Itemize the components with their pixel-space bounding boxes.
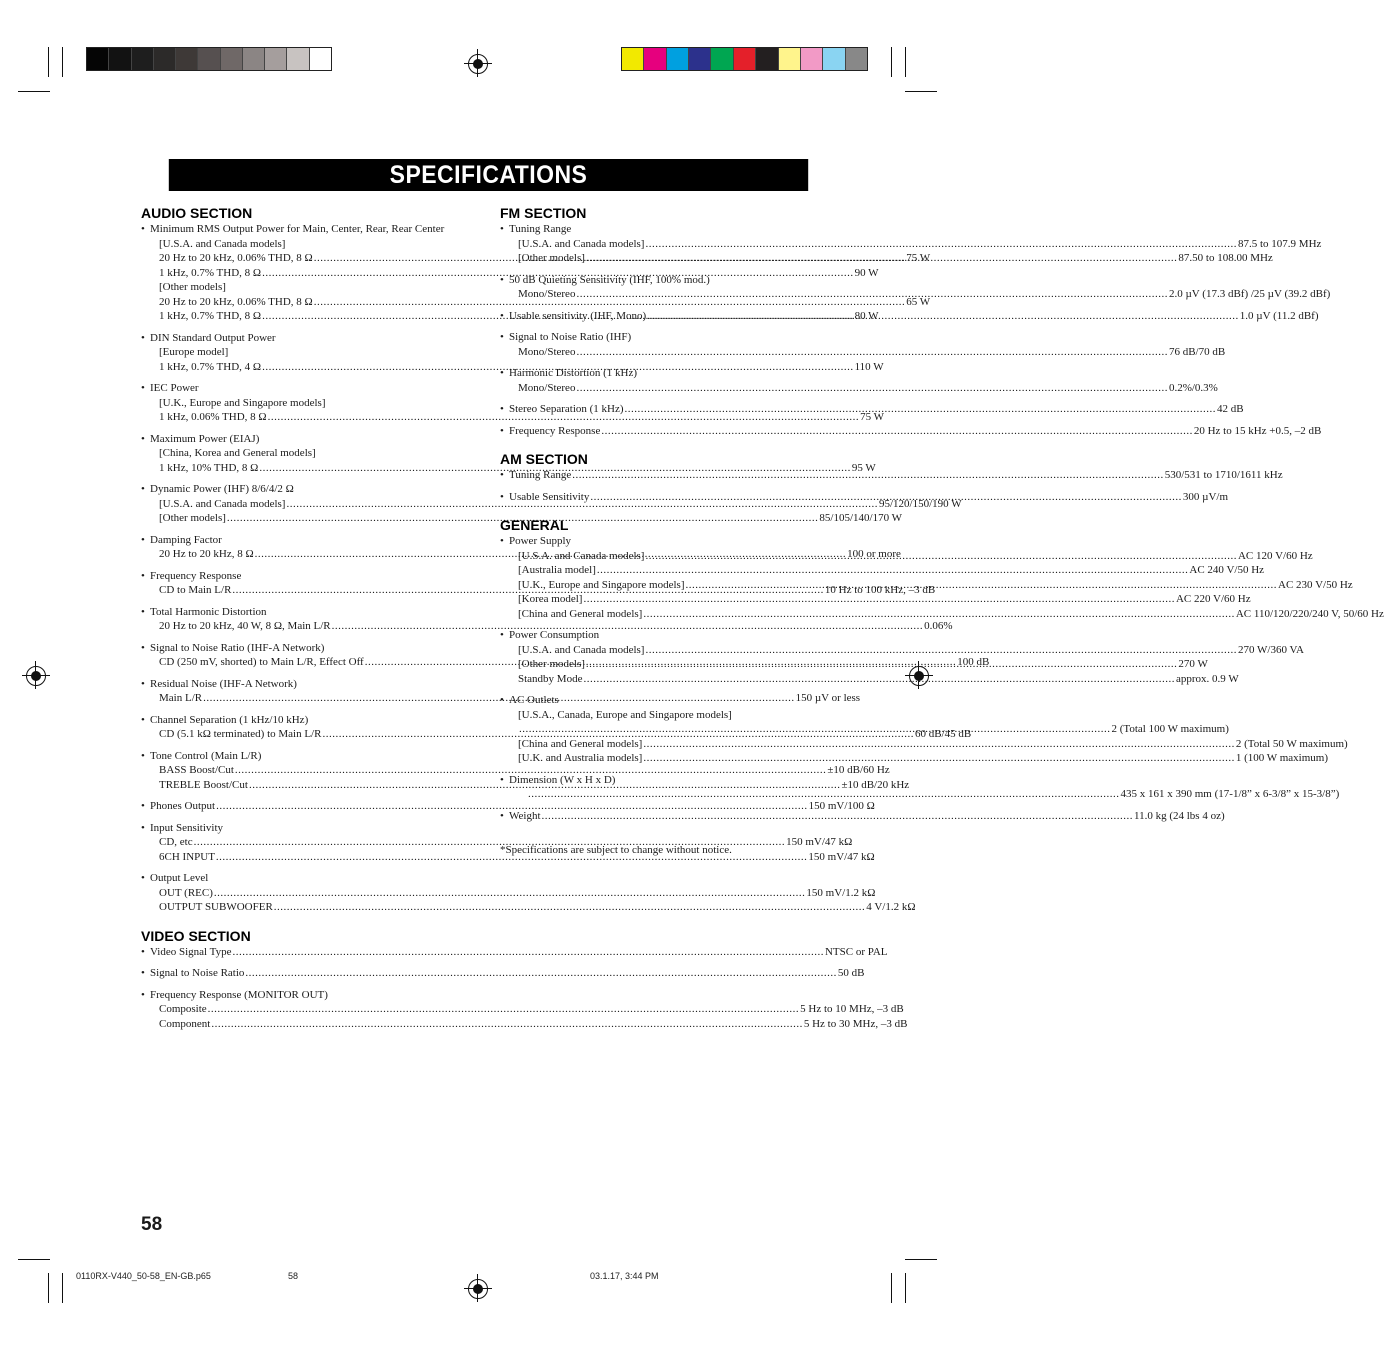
spec-value: 60 dB/45 dB [914, 728, 972, 740]
spec-value: 95/120/150/190 W [878, 497, 962, 510]
spec-label: [U.S.A., Canada, Europe and Singapore models] [518, 708, 732, 721]
leader-dots [590, 490, 1182, 505]
leader-dots [647, 309, 1239, 324]
spec-item [141, 988, 908, 1032]
calibration-swatch [154, 48, 176, 70]
spec-value: 50 dB [837, 967, 865, 979]
bullet: • [141, 483, 145, 495]
spec-value: 0.2%/0.3% [1168, 381, 1218, 394]
spec-value: 150 mV/1.2 kΩ [806, 886, 876, 899]
spec-title: Usable Sensitivity [509, 490, 590, 503]
spec-title: Total Harmonic Distortion [150, 605, 267, 618]
spec-value: 270 W [1178, 658, 1208, 670]
bullet: • [141, 945, 145, 958]
spec-value: AC 220 V/60 Hz [1175, 593, 1251, 605]
spec-row [141, 446, 477, 461]
spec-label: Mono/Stereo [518, 345, 576, 358]
footer-date: 03.1.17, 3:44 PM [590, 1271, 659, 1281]
spec-item-head [500, 693, 836, 708]
spec-value: ±10 dB/20 kHz [841, 778, 910, 791]
spec-value: 1.0 µV (11.2 dBf) [1239, 309, 1319, 322]
bullet: • [141, 382, 145, 394]
spec-item [141, 966, 865, 981]
leader-dots [528, 787, 1120, 802]
spec-label: [Europe model] [159, 346, 229, 358]
calibration-swatch [243, 48, 265, 70]
spec-item-head [141, 605, 477, 620]
calibration-swatch [176, 48, 198, 70]
spec-title: Dynamic Power (IHF) 8/6/4/2 Ω [150, 483, 294, 495]
spec-row [141, 1002, 904, 1017]
spec-value: 270 W/360 VA [1237, 643, 1304, 656]
spec-label: Standby Mode [518, 672, 583, 685]
calibration-swatch [734, 48, 756, 70]
spec-row [500, 672, 1239, 687]
calibration-swatch [644, 48, 666, 70]
spec-label: [Other models] [159, 281, 226, 293]
spec-item-head [141, 432, 477, 447]
bullet: • [500, 403, 504, 415]
bullet: • [141, 331, 145, 344]
spec-value: 150 mV/47 kΩ [786, 836, 853, 848]
spec-item-head [141, 677, 477, 692]
bullet: • [141, 749, 145, 762]
spec-row [500, 787, 1340, 802]
spec-title: Tuning Range [509, 469, 572, 481]
bullet: • [141, 223, 145, 235]
leader-dots [519, 722, 1111, 737]
spec-row [509, 490, 1228, 505]
spec-row [141, 295, 931, 310]
spec-title: Weight [509, 809, 541, 822]
spec-value: 87.50 to 108.00 MHz [1178, 252, 1273, 264]
spec-value: 110 W [854, 360, 884, 373]
spec-title: Maximum Power (EIAJ) [150, 432, 260, 445]
spec-item-head [141, 641, 477, 656]
spec-item [141, 799, 875, 814]
spec-title: Dimension (W x H x D) [509, 773, 616, 786]
leader-dots [586, 251, 1178, 266]
spec-row [500, 737, 1348, 752]
spec-item-head [500, 222, 836, 237]
spec-label: [China, Korea and General models] [159, 447, 316, 459]
calibration-swatch [287, 48, 309, 70]
spec-item-head [141, 749, 477, 764]
spec-label: CD, etc [159, 836, 193, 848]
calibration-swatch [622, 48, 644, 70]
spec-item-head [141, 871, 477, 886]
spec-title: Video Signal Type [150, 945, 232, 958]
spec-row [500, 607, 1384, 622]
spec-label: 6CH INPUT [159, 850, 215, 863]
spec-item-head [500, 468, 1283, 483]
spec-row [141, 1017, 908, 1032]
leader-dots [645, 237, 1237, 252]
bullet: • [141, 605, 145, 618]
spec-row [141, 763, 890, 778]
calibration-swatch [132, 48, 154, 70]
spec-row [500, 643, 1304, 658]
spec-title: Phones Output [150, 800, 216, 812]
spec-title: Minimum RMS Output Power for Main, Center, Rear, Rear Center [150, 223, 445, 235]
spec-row [509, 424, 1321, 439]
spec-label: TREBLE Boost/Cut [159, 778, 248, 791]
spec-title: Signal to Noise Ratio [150, 967, 245, 979]
spec-label: 1 kHz, 0.06% THD, 8 Ω [159, 411, 267, 423]
leader-dots [643, 737, 1235, 752]
page-number: 58 [141, 1214, 163, 1235]
spec-row [500, 708, 836, 723]
calibration-swatch [779, 48, 801, 70]
spec-value: 2 (Total 100 W maximum) [1111, 723, 1229, 735]
spec-label: [Australia model] [518, 564, 596, 576]
spec-title: 50 dB Quieting Sensitivity (IHF, 100% mod.) [509, 273, 710, 286]
spec-label: Composite [159, 1003, 207, 1015]
spec-label: [China and General models] [518, 607, 643, 620]
leader-dots [597, 563, 1189, 578]
leader-dots [572, 468, 1164, 483]
leader-dots [645, 643, 1237, 658]
spec-value: 300 µV/m [1182, 490, 1229, 503]
spec-label: [U.S.A. and Canada models] [518, 237, 645, 250]
spec-title: Damping Factor [150, 533, 222, 546]
spec-label: [U.S.A. and Canada models] [159, 237, 286, 250]
spec-value: 150 µV or less [795, 692, 861, 704]
spec-value: 5 Hz to 30 MHz, –3 dB [803, 1017, 908, 1030]
spec-row [141, 237, 477, 252]
spec-row [141, 497, 962, 512]
bullet: • [141, 821, 145, 834]
spec-title: Channel Separation (1 kHz/10 kHz) [150, 713, 309, 726]
calibration-swatch [265, 48, 287, 70]
spec-value: 100 or more [847, 548, 901, 560]
spec-value: 2 (Total 50 W maximum) [1235, 737, 1348, 750]
leader-dots [583, 672, 1175, 687]
leader-dots [274, 900, 866, 915]
spec-label: [Other models] [518, 658, 585, 670]
calibration-swatch [823, 48, 845, 70]
spec-item-head [141, 988, 477, 1003]
spec-item [500, 330, 1226, 359]
spec-value: AC 110/120/220/240 V, 50/60 Hz [1235, 607, 1384, 620]
spec-item-head [141, 799, 875, 814]
spec-value: 10 Hz to 100 kHz, –3 dB [824, 584, 936, 596]
spec-label: Component [159, 1017, 211, 1030]
calibration-swatch [198, 48, 220, 70]
spec-title: Frequency Response (MONITOR OUT) [150, 988, 328, 1001]
spec-label: Main L/R [159, 692, 203, 704]
spec-item-head [141, 821, 477, 836]
spec-title: Power Supply [509, 535, 572, 547]
spec-label: 20 Hz to 20 kHz, 0.06% THD, 8 Ω [159, 252, 313, 264]
spec-title: Frequency Response [150, 569, 242, 582]
spec-value: 150 mV/100 Ω [808, 800, 875, 812]
spec-row [500, 751, 1329, 766]
spec-item-head [141, 222, 477, 237]
spec-item-head [500, 809, 1225, 824]
bullet: • [141, 800, 145, 812]
spec-label: [U.S.A. and Canada models] [518, 643, 645, 656]
page-title: SPECIFICATIONS [169, 159, 808, 191]
leader-dots [601, 424, 1193, 439]
spec-value: 80 W [854, 310, 879, 322]
spec-row [141, 900, 916, 915]
spec-row [141, 886, 876, 901]
spec-note: *Specifications are subject to change without notice. [500, 844, 732, 856]
spec-value: 42 dB [1217, 403, 1244, 415]
bullet: • [141, 677, 145, 690]
spec-row [141, 345, 477, 360]
spec-value: 11.0 kg (24 lbs 4 oz) [1134, 809, 1225, 822]
spec-title: Frequency Response [509, 424, 601, 437]
spec-item [500, 468, 1283, 483]
spec-section [141, 927, 908, 1032]
color-calibration-bar [621, 47, 868, 71]
spec-item [500, 809, 1225, 824]
spec-title: Harmonic Distortion (1 kHz) [509, 367, 637, 379]
spec-value: 435 x 161 x 390 mm (17-1/8” x 6-3/8” x 15-3/8”) [1120, 788, 1340, 800]
spec-item-head [141, 569, 477, 584]
leader-dots [232, 945, 824, 960]
spec-value: 150 mV/47 kΩ [808, 850, 875, 863]
calibration-swatch [711, 48, 733, 70]
calibration-swatch [846, 48, 867, 70]
spec-title: Input Sensitivity [150, 821, 224, 834]
spec-title: Power Consumption [509, 629, 600, 641]
bullet: • [141, 432, 145, 445]
calibration-swatch [756, 48, 778, 70]
spec-label: [U.K., Europe and Singapore models] [159, 396, 326, 409]
spec-label: 20 Hz to 20 kHz, 0.06% THD, 8 Ω [159, 295, 313, 308]
spec-value: 90 W [854, 266, 879, 279]
spec-item-head [500, 273, 836, 288]
calibration-swatch [667, 48, 689, 70]
spec-item-head [500, 534, 836, 549]
spec-row [500, 563, 1265, 578]
spec-value: ±10 dB/60 Hz [827, 764, 890, 776]
section-heading: VIDEO SECTION [141, 927, 251, 944]
spec-row [500, 592, 1251, 607]
footer-filename: 0110RX-V440_50-58_EN-GB.p65 [76, 1271, 211, 1281]
spec-value: AC 240 V/50 Hz [1189, 564, 1265, 576]
calibration-swatch [689, 48, 711, 70]
spec-value: 75 W [906, 252, 931, 264]
leader-dots [583, 592, 1175, 607]
spec-value: AC 120 V/60 Hz [1237, 549, 1313, 562]
leader-dots [576, 345, 1168, 360]
bullet: • [500, 694, 504, 706]
bullet: • [141, 967, 145, 979]
spec-label: [U.S.A. and Canada models] [518, 549, 645, 562]
spec-label: OUTPUT SUBWOOFER [159, 901, 273, 913]
spec-label: 20 Hz to 20 kHz, 8 Ω [159, 548, 254, 560]
spec-row [509, 402, 1244, 417]
spec-label: BASS Boost/Cut [159, 764, 234, 776]
spec-label: [U.K. and Australia models] [518, 752, 643, 764]
leader-dots [643, 751, 1235, 766]
leader-dots [542, 809, 1134, 824]
leader-dots [625, 402, 1217, 417]
leader-dots [245, 966, 837, 981]
leader-dots [586, 657, 1178, 672]
section-heading: AUDIO SECTION [141, 205, 253, 221]
spec-item [500, 424, 1322, 439]
spec-value: NTSC or PAL [824, 945, 888, 958]
bullet: • [141, 872, 145, 884]
spec-item-head [141, 331, 477, 346]
spec-row [141, 410, 885, 425]
spec-value: 2.0 µV (17.3 dBf) /25 µV (39.2 dBf) [1168, 288, 1331, 300]
spec-value: 20 Hz to 15 kHz +0.5, –2 dB [1193, 424, 1322, 437]
spec-label: 1 kHz, 0.7% THD, 4 Ω [159, 360, 262, 373]
bullet: • [141, 533, 145, 546]
spec-row [141, 727, 972, 742]
spec-label: 20 Hz to 20 kHz, 40 W, 8 Ω, Main L/R [159, 620, 331, 632]
spec-label: [Other models] [159, 512, 226, 524]
bullet: • [500, 773, 504, 786]
spec-value: 1 (100 W maximum) [1235, 752, 1329, 764]
bullet: • [500, 331, 504, 343]
spec-row [509, 468, 1283, 483]
calibration-swatch [310, 48, 331, 70]
spec-label: [U.S.A. and Canada models] [159, 497, 286, 510]
spec-title: Stereo Separation (1 kHz) [509, 403, 624, 415]
calibration-swatch [221, 48, 243, 70]
spec-label: Mono/Stereo [518, 381, 576, 394]
spec-row [500, 345, 1226, 360]
spec-row [500, 381, 1218, 396]
spec-item-head [141, 945, 888, 960]
bullet: • [500, 490, 504, 503]
spec-label: 1 kHz, 0.7% THD, 8 Ω [159, 266, 262, 279]
spec-item-head [500, 366, 836, 381]
spec-row [150, 945, 888, 960]
spec-title: Signal to Noise Ratio (IHF) [509, 331, 632, 343]
spec-value: 100 dB [957, 656, 990, 668]
spec-row [141, 619, 953, 634]
spec-value: 87.5 to 107.9 MHz [1237, 237, 1322, 250]
spec-item [141, 945, 888, 960]
spec-title: Tuning Range [509, 223, 572, 235]
section-heading: GENERAL [500, 517, 569, 533]
spec-label: [China and General models] [518, 737, 643, 750]
spec-label: OUT (REC) [159, 886, 213, 899]
spec-value: 76 dB/70 dB [1168, 345, 1226, 358]
spec-label: Mono/Stereo [518, 288, 576, 300]
spec-item-head [141, 533, 477, 548]
spec-row [500, 237, 1322, 252]
spec-label: CD (250 mV, shorted) to Main L/R, Effect Off [159, 656, 364, 668]
spec-value: AC 230 V/50 Hz [1278, 578, 1353, 591]
spec-title: Usable sensitivity (IHF, Mono) [509, 309, 647, 322]
spec-item-head [141, 713, 477, 728]
bullet: • [500, 469, 504, 481]
bullet: • [141, 569, 145, 582]
bullet: • [500, 809, 504, 822]
spec-title: DIN Standard Output Power [150, 331, 276, 344]
spec-value: approx. 0.9 W [1175, 672, 1239, 685]
spec-item-head [141, 966, 865, 981]
spec-value: 5 Hz to 10 MHz, –3 dB [800, 1003, 904, 1015]
spec-label: CD to Main L/R [159, 584, 232, 596]
spec-label: [Korea model] [518, 593, 583, 605]
spec-row [150, 966, 865, 981]
spec-value: 95 W [851, 461, 876, 474]
spec-title: Signal to Noise Ratio (IHF-A Network) [150, 641, 325, 654]
grayscale-calibration-bar [86, 47, 332, 71]
spec-item-head [500, 330, 836, 345]
bullet: • [141, 713, 145, 726]
calibration-swatch [87, 48, 109, 70]
bullet: • [500, 629, 504, 641]
spec-title: Tone Control (Main L/R) [150, 749, 262, 762]
spec-title: IEC Power [150, 382, 199, 394]
spec-item-head [500, 628, 836, 643]
leader-dots [686, 578, 1278, 593]
spec-row [141, 280, 477, 295]
bullet: • [500, 424, 504, 437]
spec-value: 85/105/140/170 W [819, 512, 903, 524]
spec-title: Output Level [150, 872, 209, 884]
spec-value: 65 W [906, 295, 931, 308]
spec-label: [Other models] [518, 252, 585, 264]
spec-label: 1 kHz, 0.7% THD, 8 Ω [159, 310, 262, 322]
spec-label: [U.K., Europe and Singapore models] [518, 578, 685, 591]
spec-item [141, 871, 916, 915]
spec-value: 530/531 to 1710/1611 kHz [1164, 469, 1283, 481]
spec-row [509, 309, 1319, 324]
footer-page: 58 [288, 1271, 299, 1281]
spec-value: 4 V/1.2 kΩ [866, 901, 916, 913]
section-heading: FM SECTION [500, 205, 587, 221]
spec-item-head [500, 424, 1322, 439]
leader-dots [576, 287, 1168, 302]
bullet: • [141, 988, 145, 1001]
calibration-swatch [109, 48, 131, 70]
leader-dots [214, 886, 806, 901]
spec-item-head [141, 482, 477, 497]
leader-dots [208, 1002, 800, 1017]
spec-item-head [141, 381, 477, 396]
spec-row [509, 809, 1225, 824]
spec-row [141, 396, 477, 411]
spec-value: 0.06% [924, 620, 953, 632]
bullet: • [500, 309, 504, 322]
spec-label: CD (5.1 kΩ terminated) to Main L/R [159, 728, 322, 740]
leader-dots [211, 1017, 803, 1032]
bullet: • [500, 367, 504, 379]
bullet: • [141, 641, 145, 654]
leader-dots [643, 607, 1235, 622]
spec-title: AC Outlets [509, 694, 559, 706]
spec-value: 75 W [860, 411, 885, 423]
spec-title: Residual Noise (IHF-A Network) [150, 677, 297, 690]
bullet: • [500, 535, 504, 547]
leader-dots [645, 549, 1237, 564]
section-heading: AM SECTION [500, 451, 588, 467]
spec-label: 1 kHz, 10% THD, 8 Ω [159, 461, 259, 474]
bullet: • [500, 223, 504, 235]
calibration-swatch [801, 48, 823, 70]
leader-dots [576, 381, 1168, 396]
bullet: • [500, 273, 504, 286]
spec-item-head [500, 773, 836, 788]
